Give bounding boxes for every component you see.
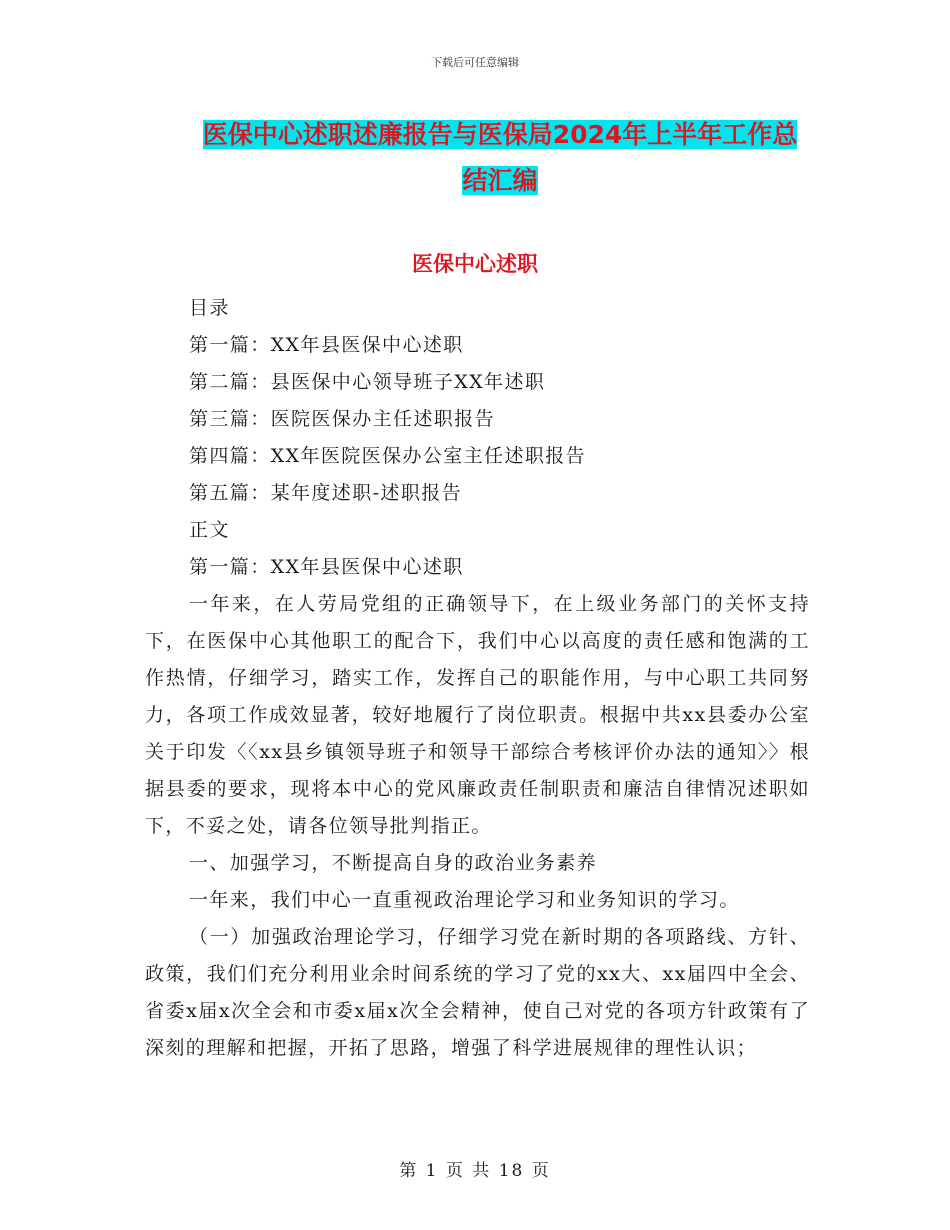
section-heading-1: 一、加强学习，不断提高自身的政治业务素养 — [189, 852, 598, 874]
toc-item-3: 第三篇：医院医保办主任述职报告 — [189, 408, 496, 430]
toc-item-1: 第一篇：XX年县医保中心述职 — [189, 334, 464, 356]
toc-item-4: 第四篇：XX年医院医保办公室主任述职报告 — [189, 445, 587, 467]
title-line-1: 医保中心述职述廉报告与医保局2024年上半年工作总 — [202, 120, 798, 149]
toc-heading: 目录 — [189, 297, 230, 319]
section-subtitle: 医保中心述职 — [412, 252, 538, 276]
document-body — [145, 290, 810, 1067]
paragraph-1: 一年来，在人劳局党组的正确领导下，在上级业务部门的关怀支持下，在医保中心其他职工的配合下，我们中心以高度的责任感和饱满的工作热情，仔细学习，踏实工作，发挥自己的职能作用，与中心职工共同努力，各项工作成效显著，较好地履行了岗位职责。根据中共xx县委办公室关于印发〈〈xx县乡镇领导班子和领导干部综合考核评价办法的通知〉〉根据县委的要求，现将本中心的党风廉政责任制职责和廉洁自律情况述职如下，不妥之处，请各位领导批判指正。 — [145, 593, 810, 837]
body-heading: 正文 — [189, 519, 230, 541]
toc-item-5: 第五篇：某年度述职-述职报告 — [189, 482, 463, 504]
header-note: 下载后可任意编辑 — [431, 56, 519, 69]
article-title: 第一篇：XX年县医保中心述职 — [189, 556, 464, 578]
toc-item-2: 第二篇：县医保中心领导班子XX年述职 — [189, 371, 546, 393]
paragraph-2: 一年来，我们中心一直重视政治理论学习和业务知识的学习。 — [189, 889, 740, 911]
page-footer: 第 1 页 共 18 页 — [399, 1161, 551, 1181]
document-title — [140, 112, 860, 204]
paragraph-3: （一）加强政治理论学习，仔细学习党在新时期的各项路线、方针、政策，我们们充分利用业余时间系统的学习了党的xx大、xx届四中全会、省委x届x次全会和市委x届x次全会精神，使自己对党的各项方针政策有了深刻的理解和把握，开拓了思路，增强了科学进展规律的理性认识； — [145, 926, 810, 1059]
title-line-2: 结汇编 — [462, 166, 538, 195]
